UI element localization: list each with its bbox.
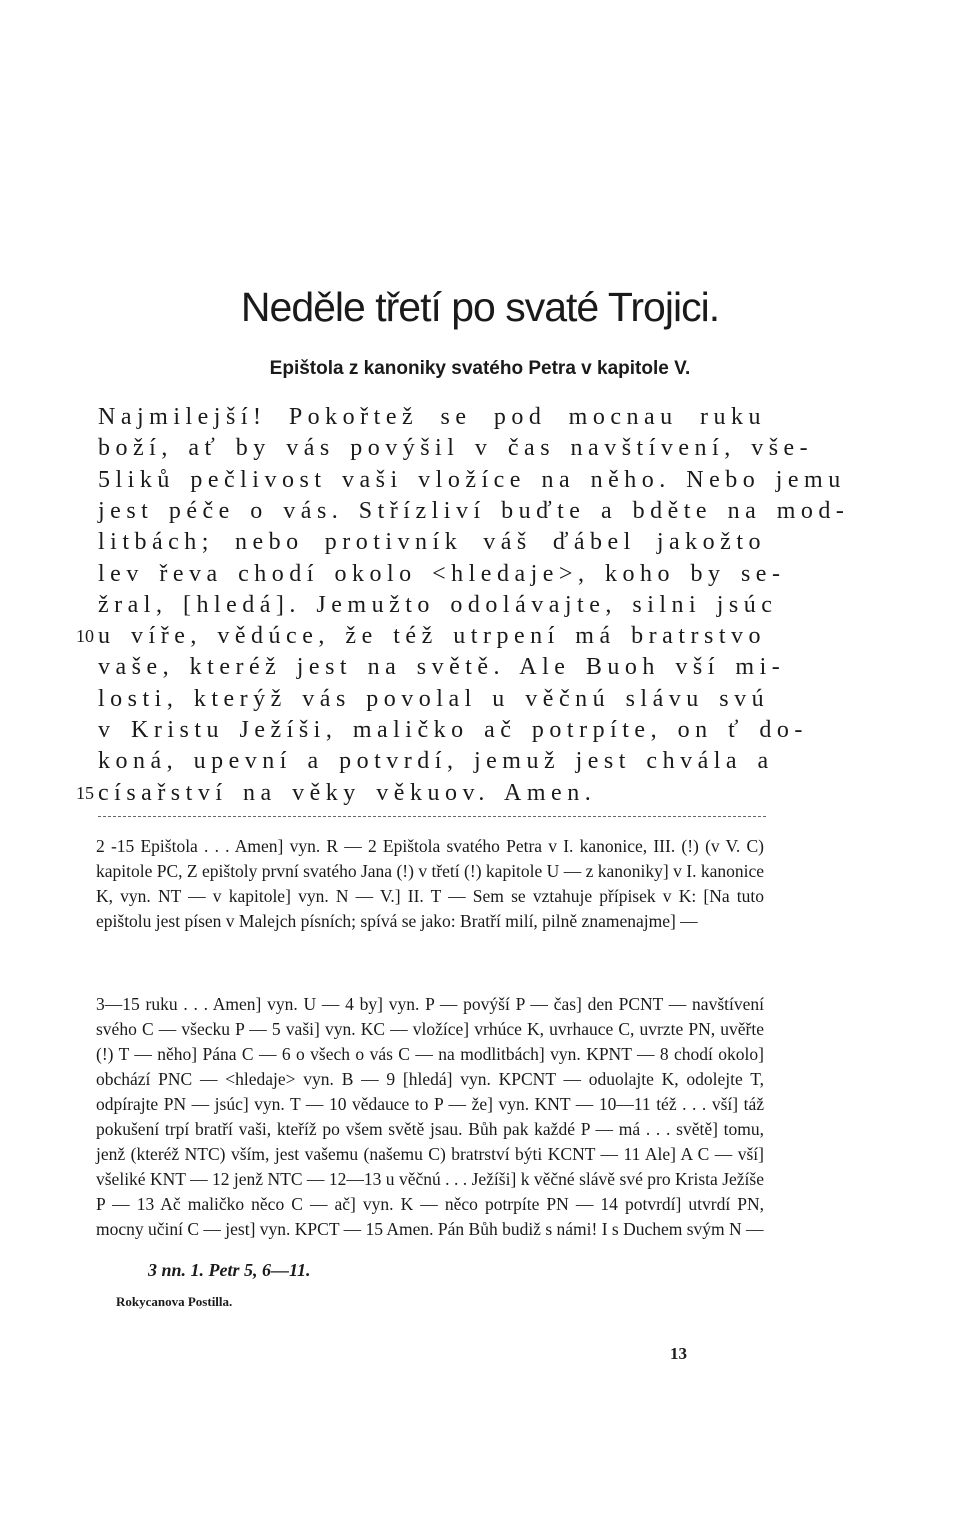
text-line: v Kristu Ježíši, maličko ač potrpíte, on ť do- — [98, 717, 808, 743]
page-title: Neděle třetí po svaté Trojici. — [240, 284, 720, 330]
epistle-subtitle: Epištola z kanoniky svatého Petra v kapitole V. — [269, 358, 691, 379]
page-number: 13 — [670, 1344, 687, 1363]
line-number: 10 — [76, 626, 94, 646]
text-line: losti, kterýž vás povolal u věčnú slávu svú — [98, 686, 770, 712]
text-line: lev řeva chodí okolo <hledaje>, koho by se- — [98, 561, 786, 587]
text-line: jest péče o vás. Střízliví buďte a bděte na mod- — [98, 498, 850, 524]
text-line: žral, [hledá]. Jemužto odolávajte, silni jsúc — [98, 592, 778, 618]
apparatus-paragraph-1: 2 -15 Epištola . . . Amen] vyn. R — 2 Epištola svatého Petra v I. kanonice, III. (!) (v V. C) kapitole PC, Z epištoly první svatého Jana (!) v třetí (!) kapitole U — z kanoniky] v I. kanonice K, vyn. NT — v kapitole] vyn. N — V.] II. T — Sem se vztahuje přípisek v K: [Na tuto epištolu jest písen v Malejch písních; spívá se jako: Bratří milí, pilně znamenajme] — — [96, 836, 764, 931]
footer-book-title: Rokycanova Postilla. — [116, 1294, 233, 1309]
text-line: litbách; nebo protivník váš ďábel jakožto — [98, 529, 766, 555]
line-number: 15 — [76, 783, 94, 803]
text-line: Najmilejší! Pokořtež se pod mocnau ruku — [98, 404, 766, 430]
text-line: 5liků pečlivost vaši vložíce na něho. Nebo jemu — [98, 467, 846, 493]
separator-rule — [98, 816, 766, 817]
biblical-reference: 3 nn. 1. Petr 5, 6—11. — [148, 1260, 311, 1280]
text-line: u víře, vědúce, že též utrpení má bratrstvo — [98, 623, 766, 649]
apparatus-paragraph-2: 3—15 ruku . . . Amen] vyn. U — 4 by] vyn. P — povýší P — čas] den PCNT — navštívení svého C — všecku P — 5 vaši] vyn. KC — vložíce] vrhúce K, uvrhauce C, uvrzte PN, uvěřte (!) T — něho] Pána C — 6 o všech o vás C — na modlitbách] vyn. KPNT — 8 chodí okolo] obchází PNC — <hledaje> vyn. B — 9 [hledá] vyn. KPCNT — oduolajte K, odolejte T, odpírajte PN — jsúc] vyn. T — 10 vědauce to P — že] vyn. KNT — 10—11 též . . . vší] táž pokušení trpí bratří vaši, kteříž po všem světě jsau. Bůh pak každé P — má . . . světě] tomu, jenž (kteréž NTC) vším, jest vašemu (našemu C) bratrství býti KCNT — 11 Ale] A C — vší] všeliké KNT — 12 jenž NTC — 12—13 u věčnú . . . Ježíši] k věčné slávě své pro Krista Ježíše P — 13 Ač maličko něco C — ač] vyn. K — něco potrpíte PN — 14 potvrdí] utvrdí PN, mocny učiní C — jest] vyn. KPCT — 15 Amen. Pán Bůh budiž s námi! I s Duchem svým N — — [96, 994, 764, 1239]
text-line: vaše, kteréž jest na světě. Ale Buoh vší mi- — [98, 654, 786, 680]
text-line: boží, ať by vás povýšil v čas navštívení, vše- — [98, 435, 814, 461]
text-line: císařství na věky věkuov. Amen. — [98, 780, 597, 806]
text-line: koná, upevní a potvrdí, jemuž jest chvála a — [98, 748, 774, 774]
